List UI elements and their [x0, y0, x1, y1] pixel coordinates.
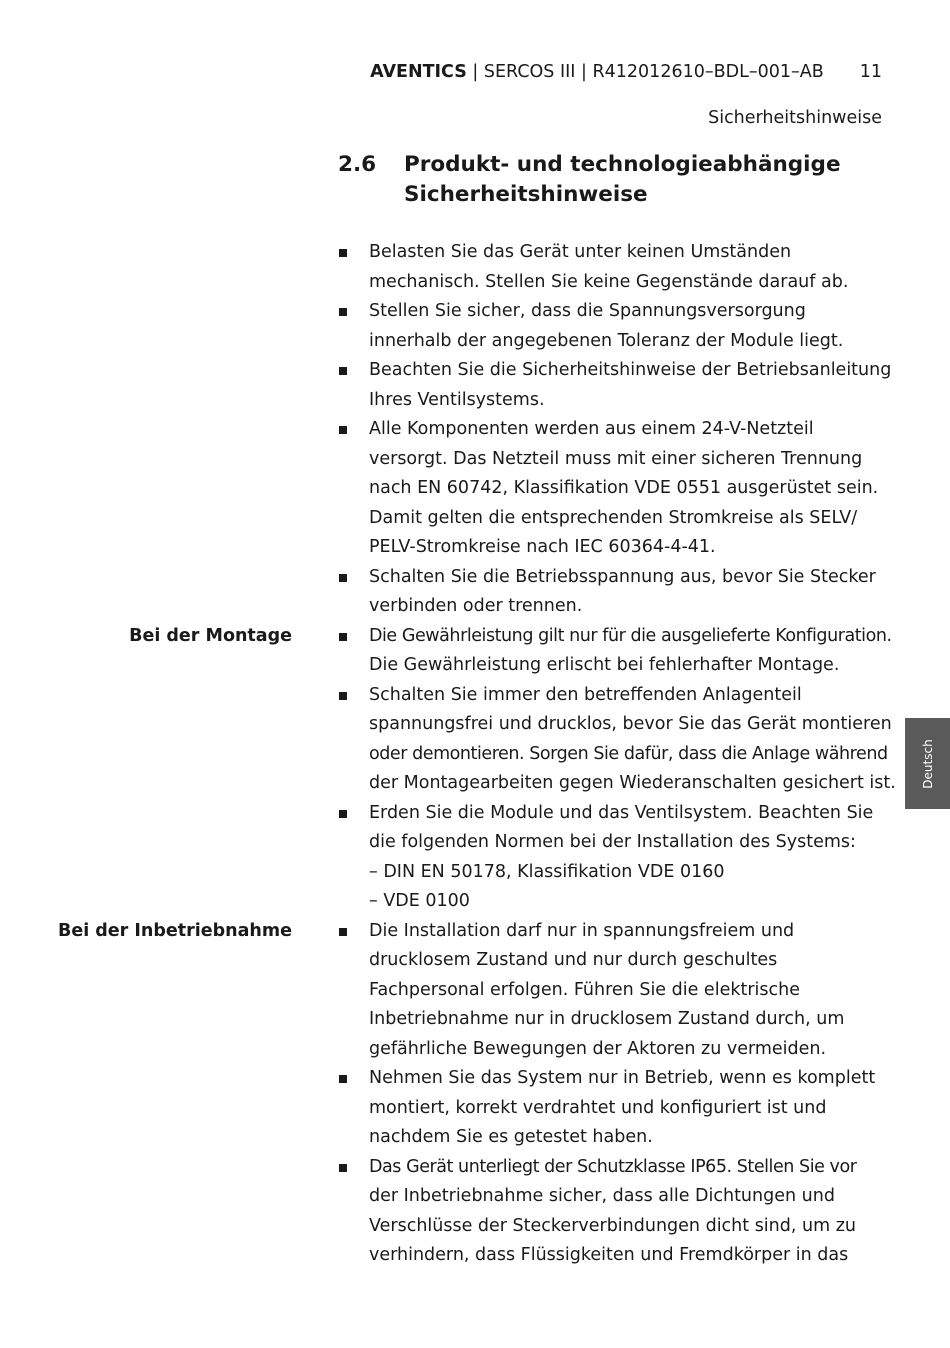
list-item-line: Ihres Ventilsystems.: [369, 389, 545, 410]
list-item-line: Alle Komponenten werden aus einem 24-V-Netzteil: [369, 419, 814, 439]
list-item-line: Nehmen Sie das System nur in Betrieb, wenn es komplett: [369, 1068, 876, 1088]
list-item-line: PELV-Stromkreise nach IEC 60364-4-41.: [369, 537, 716, 557]
list-item: [338, 297, 898, 356]
list-item-line: gefährliche Bewegungen der Aktoren zu vermeiden.: [369, 1038, 827, 1059]
list-item: [338, 238, 898, 297]
list-item-line: Inbetriebnahme nur in drucklosem Zustand durch, um: [369, 1009, 845, 1029]
square-bullet-icon: [339, 249, 347, 257]
list-item: [338, 681, 898, 799]
list-item: [338, 1064, 898, 1153]
list-item-line: verbinden oder trennen.: [369, 596, 583, 616]
list-item-line: Beachten Sie die Sicherheitshinweise der Betriebsanleitung: [369, 360, 892, 380]
list-item-line: die folgenden Normen bei der Installation des Systems:: [369, 832, 856, 852]
section-title-line-1: Produkt- und technologieabhängige: [404, 152, 841, 177]
list-item-line: spannungsfrei und drucklos, bevor Sie das Gerät montieren: [369, 714, 892, 734]
list-item-line: montiert, korrekt verdrahtet und konfiguriert ist und: [369, 1097, 827, 1118]
list-item-line: nach EN 60742, Klassifikation VDE 0551 ausgerüstet sein.: [369, 478, 879, 498]
list-item-line: versorgt. Das Netzteil muss mit einer sicheren Trennung: [369, 448, 863, 469]
square-bullet-icon: [339, 633, 347, 641]
page-number: 11: [859, 62, 882, 82]
list-item: [338, 917, 898, 1065]
list-item-line: Schalten Sie die Betriebsspannung aus, bevor Sie Stecker: [369, 566, 876, 587]
square-bullet-icon: [339, 574, 347, 582]
list-item-line: Damit gelten die entsprechenden Stromkreise als SELV/: [369, 507, 858, 528]
list-item-line: Erden Sie die Module und das Ventilsystem. Beachten Sie: [369, 802, 874, 823]
chapter-title: Sicherheitshinweise: [708, 108, 882, 128]
commissioning-safety-list: [57, 917, 898, 1271]
list-item-line: Fachpersonal erfolgen. Führen Sie die elektrische: [369, 979, 800, 1000]
list-item-line: Belasten Sie das Gerät unter keinen Umständen: [369, 242, 792, 262]
list-item-line: der Inbetriebnahme sicher, dass alle Dichtungen und: [369, 1186, 835, 1206]
list-item: [338, 1153, 898, 1271]
montage-safety-list: [129, 622, 898, 917]
list-item-line: mechanisch. Stellen Sie keine Gegenstände darauf ab.: [369, 271, 849, 292]
list-item-line: der Montagearbeiten gegen Wiederanschalten gesichert ist.: [369, 773, 896, 793]
list-item: [338, 799, 898, 917]
running-header: [370, 62, 882, 82]
list-item-line: oder demontieren. Sorgen Sie dafür, dass die Anlage während: [369, 743, 888, 764]
square-bullet-icon: [339, 928, 347, 936]
square-bullet-icon: [339, 1075, 347, 1083]
general-safety-list: [338, 238, 898, 622]
list-item-line: Die Gewährleistung gilt nur für die ausgelieferte Konfiguration.: [369, 625, 892, 646]
list-item: [338, 622, 898, 681]
square-bullet-icon: [339, 367, 347, 375]
list-item-line: Stellen Sie sicher, dass die Spannungsversorgung: [369, 301, 806, 321]
square-bullet-icon: [339, 308, 347, 316]
list-item: [338, 563, 898, 622]
margin-label-montage: Bei der Montage: [129, 625, 292, 646]
list-item: [338, 415, 898, 563]
square-bullet-icon: [339, 426, 347, 434]
language-tab-label: Deutsch: [920, 738, 935, 789]
list-item: [338, 356, 898, 415]
list-item-line: Das Gerät unterliegt der Schutzklasse IP65. Stellen Sie vor: [369, 1156, 857, 1177]
content-body: [57, 238, 898, 1271]
list-item-line: drucklosem Zustand und nur durch geschultes: [369, 950, 778, 970]
list-item-line: innerhalb der angegebenen Toleranz der Module liegt.: [369, 330, 844, 351]
list-item-line: verhindern, dass Flüssigkeiten und Fremdkörper in das: [369, 1245, 849, 1265]
square-bullet-icon: [339, 692, 347, 700]
section-title-line-2: Sicherheitshinweise: [404, 182, 648, 207]
square-bullet-icon: [339, 1164, 347, 1172]
document-id: | SERCOS III | R412012610–BDL–001–AB: [466, 62, 824, 82]
brand-name: AVENTICS: [370, 62, 467, 82]
list-item-line: Schalten Sie immer den betreffenden Anlagenteil: [369, 684, 802, 705]
list-item-line: nachdem Sie es getestet haben.: [369, 1127, 653, 1147]
list-item-line: Die Installation darf nur in spannungsfreiem und: [369, 920, 795, 941]
list-item-line: Verschlüsse der Steckerverbindungen dicht sind, um zu: [369, 1215, 856, 1236]
section-number: 2.6: [338, 152, 377, 177]
square-bullet-icon: [339, 810, 347, 818]
section-heading: [338, 150, 898, 210]
language-tab: [905, 718, 950, 809]
list-item-line: – VDE 0100: [369, 891, 470, 911]
list-item-line: Die Gewährleistung erlischt bei fehlerhafter Montage.: [369, 655, 840, 675]
margin-label-inbetriebnahme: Bei der Inbetriebnahme: [57, 920, 292, 941]
list-item-line: – DIN EN 50178, Klassifikation VDE 0160: [369, 861, 725, 882]
